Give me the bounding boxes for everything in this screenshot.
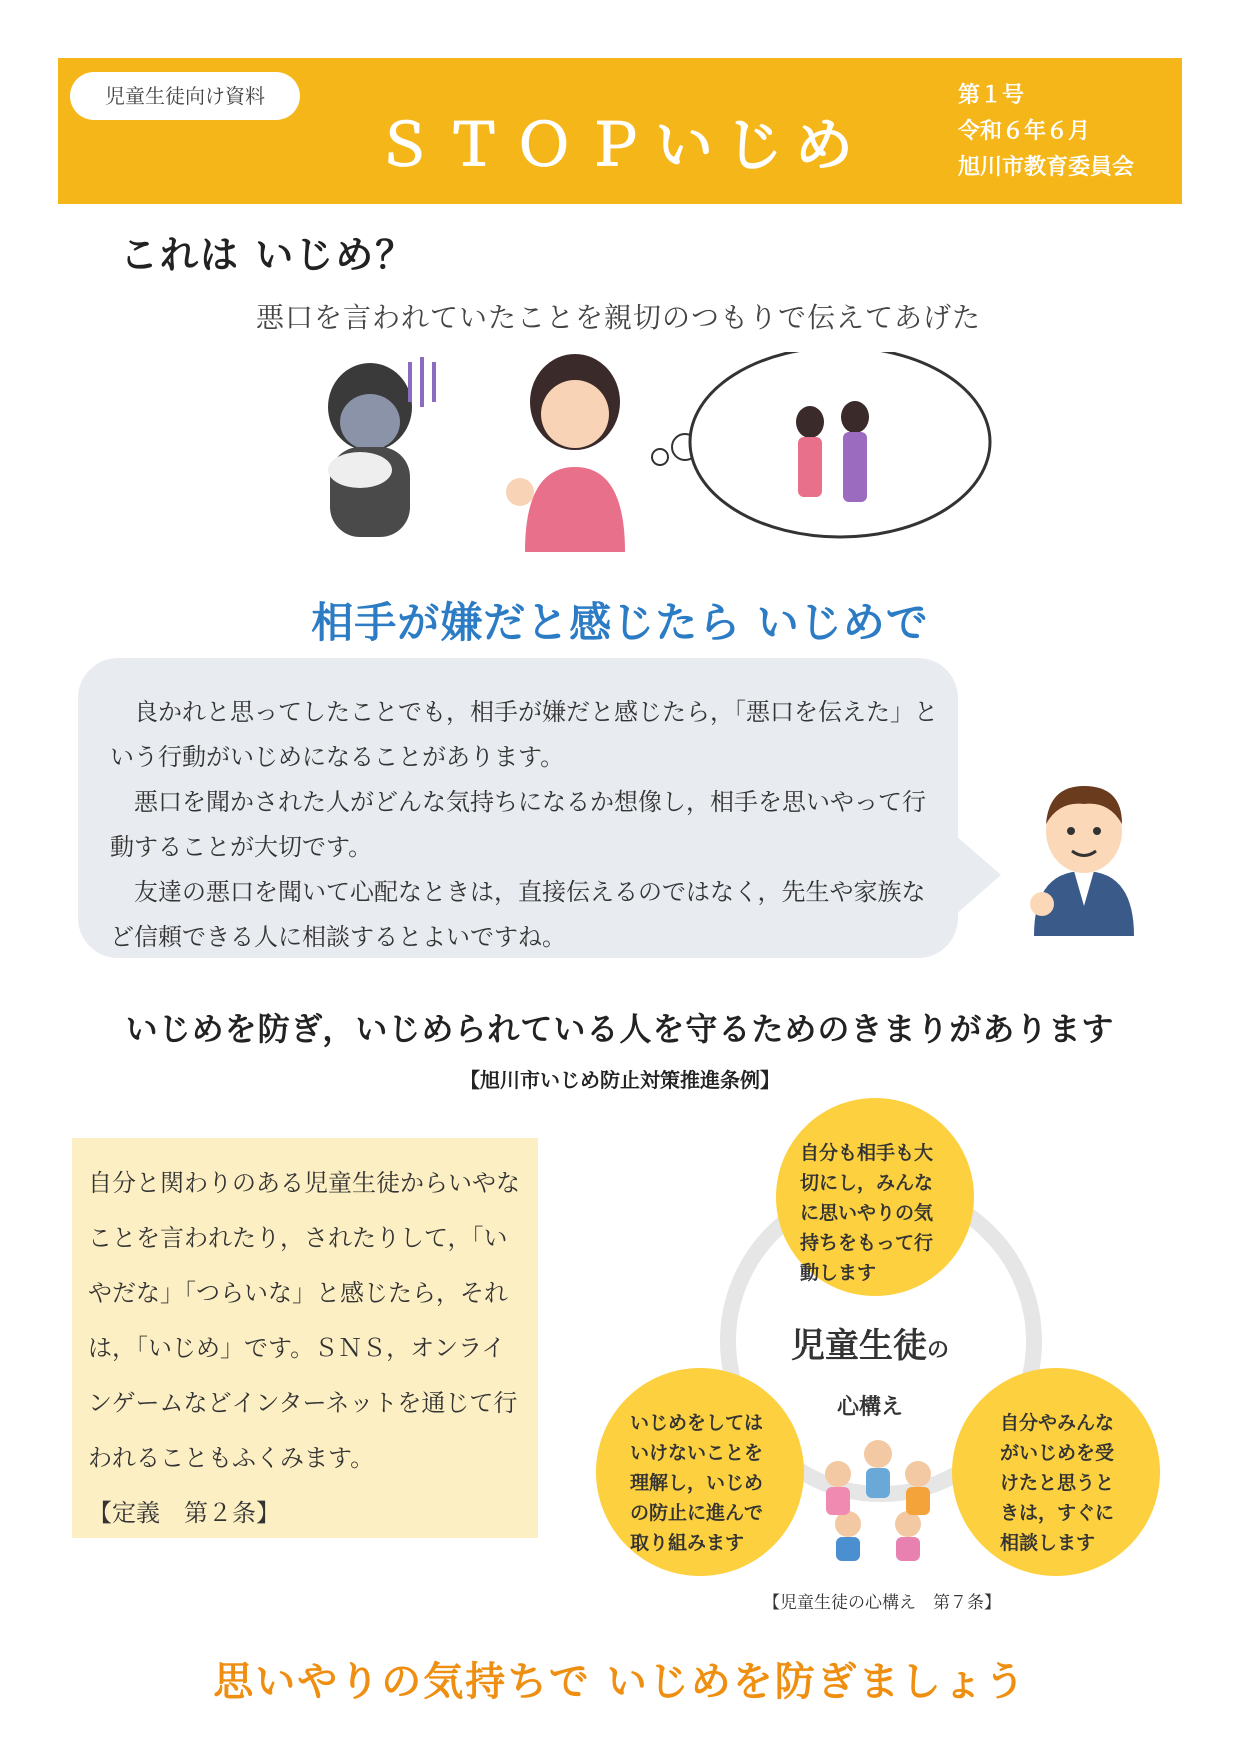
rule-heading: いじめを防ぎ，いじめられている人を守るためのきまりがあります xyxy=(125,1010,1115,1048)
definition-text: 自分と関わりのある児童生徒からいやなことを言われたり，されたりして，「いやだな」「つらいな」と感じたら，それは，「いじめ」です。ＳＮＳ，オンラインゲームなどインターネットを通じて行われることもふくみます。 xyxy=(88,1169,520,1472)
scenario-text: 悪口を言われていたことを親切のつもりで伝えてあげた xyxy=(256,301,982,334)
audience-tag: 児童生徒向け資料 xyxy=(70,72,300,120)
publisher: 旭川市教育委員会 xyxy=(958,155,1135,180)
bubble-paragraph-2: 悪口を聞かされた人がどんな気持ちになるか想像し，相手を思いやって行動することが大切です。 xyxy=(110,788,926,861)
kokoro-cite: 【児童生徒の心構え 第７条】 xyxy=(763,1593,1001,1613)
sad-child-icon xyxy=(328,357,434,537)
ordinance-title: 【旭川市いじめ防止対策推進条例】 xyxy=(460,1068,780,1092)
main-message: 相手が嫌だと感じたら いじめで xyxy=(311,598,929,647)
issue-number: 第１号 xyxy=(958,83,1025,108)
bubble-paragraph-1: 良かれと思ってしたことでも，相手が嫌だと感じたら，「悪口を伝えた」という行動がいじめになることがあります。 xyxy=(110,698,938,771)
scenario-illustration xyxy=(320,352,1000,562)
closing-message: 思いやりの気持ちで いじめを防ぎましょう xyxy=(213,1659,1027,1705)
question-heading: これは いじめ？ xyxy=(120,233,416,277)
definition-cite: 【定義 第２条】 xyxy=(88,1499,280,1527)
page-title: ＳＴＯＰいじめ xyxy=(374,111,865,179)
definition-text-block xyxy=(88,1156,528,1541)
issue-info xyxy=(958,78,1134,186)
speaking-woman-icon xyxy=(506,354,625,552)
pledge-text-left: いじめをしてはいけないことを理解し，いじめの防止に進んで取り組みます xyxy=(630,1412,764,1554)
thought-bubble-icon xyxy=(652,352,990,537)
children-circle-icon xyxy=(808,1432,948,1562)
pledge-text-top: 自分も相手も大切にし，みんなに思いやりの気持ちをもって行動します xyxy=(800,1142,934,1284)
bubble-text xyxy=(110,690,940,960)
teacher-icon xyxy=(1024,776,1144,936)
kokoro-center-big: 児童生徒 xyxy=(790,1326,927,1366)
bubble-paragraph-3: 友達の悪口を聞いて心配なときは，直接伝えるのではなく，先生や家族など信頼できる人に相談するとよいですね。 xyxy=(110,878,926,951)
kokoro-center-title xyxy=(780,1318,960,1367)
kokoro-subtitle: 心構え xyxy=(836,1395,903,1420)
pledge-text-right: 自分やみんながいじめを受けたと思うときは，すぐに相談します xyxy=(1000,1412,1115,1554)
issue-date: 令和６年６月 xyxy=(958,119,1091,144)
speech-bubble-tail xyxy=(955,835,1001,915)
kokoro-center-suffix: の xyxy=(926,1338,949,1363)
